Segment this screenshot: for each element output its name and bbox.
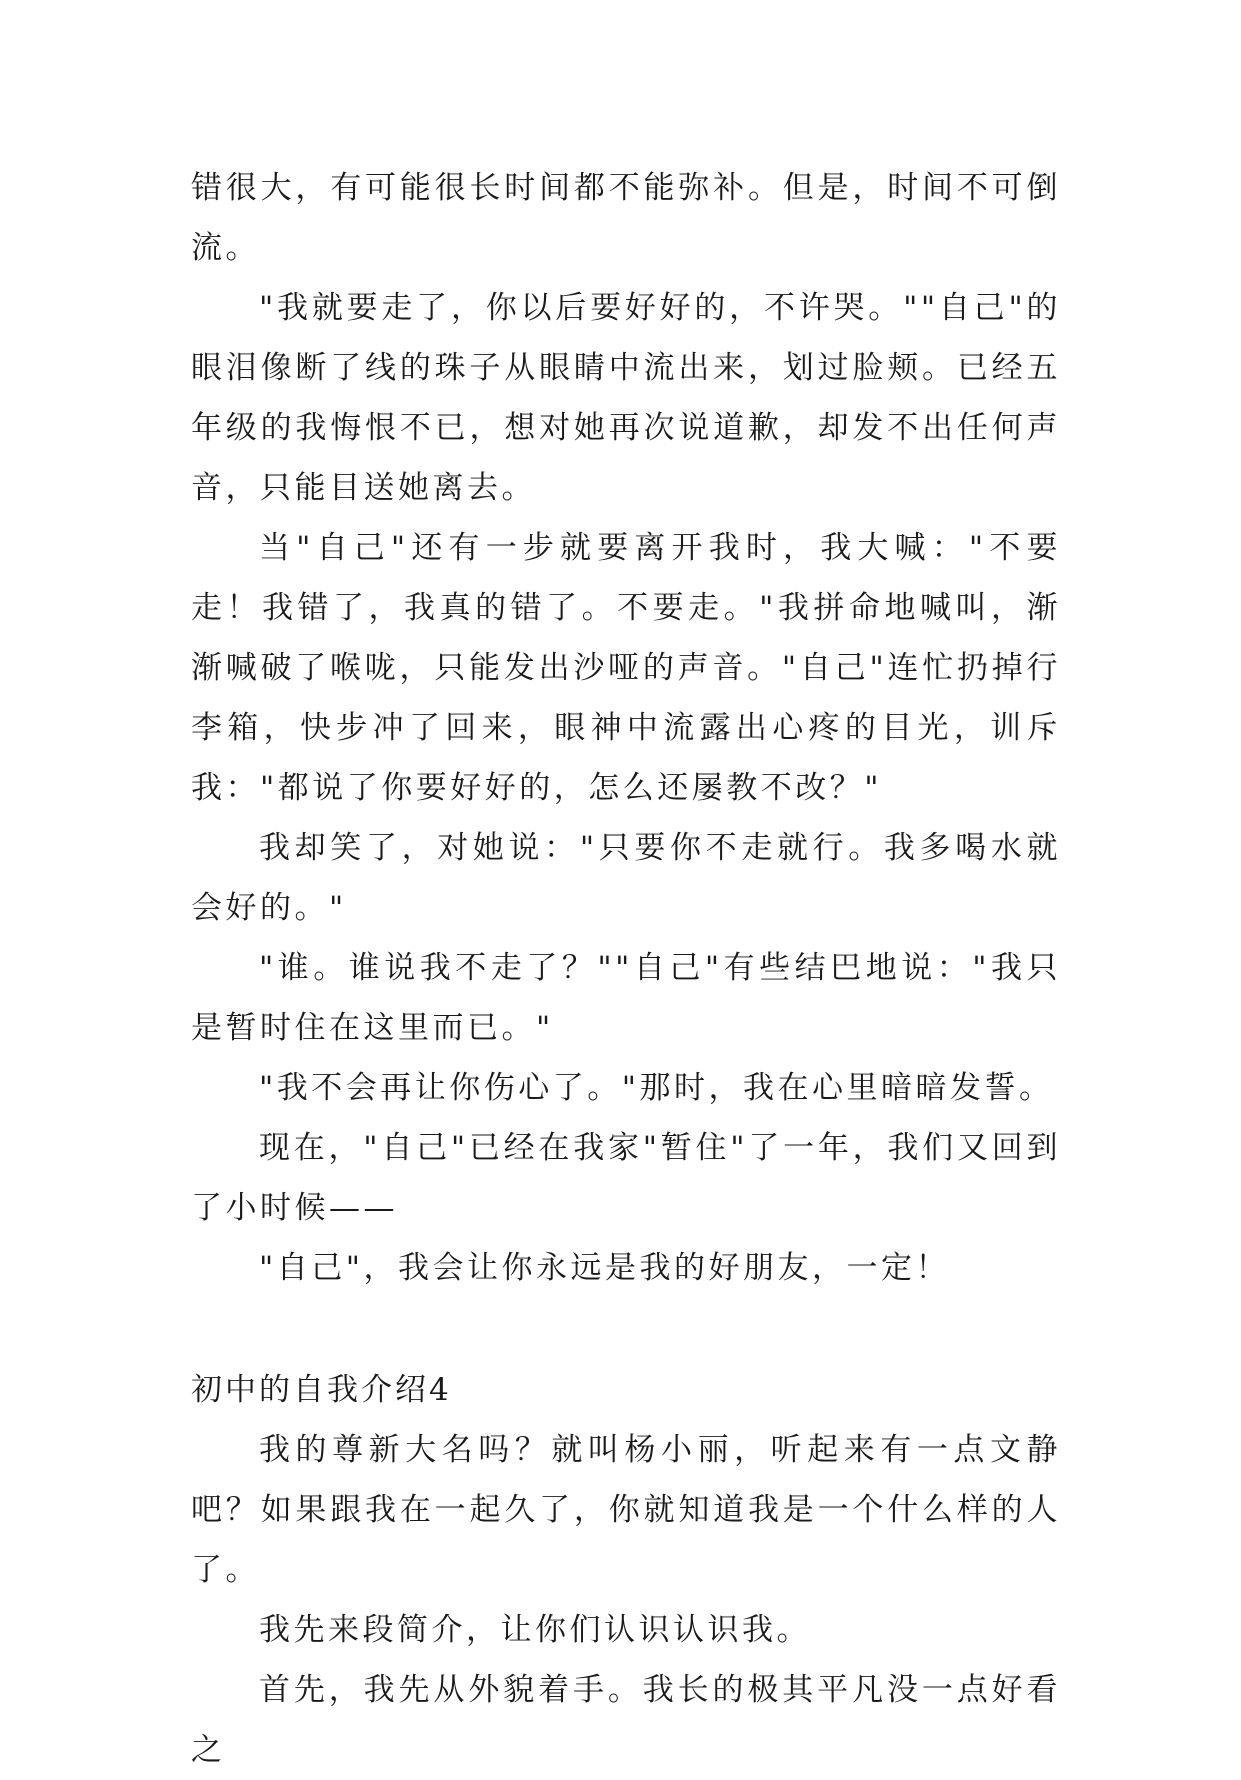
paragraph: 首先，我先从外貌着手。我长的极其平凡没一点好看之 [191,1672,1061,1768]
paragraph: "我不会再让你伤心了。"那时，我在心里暗暗发誓。 [259,1070,1054,1106]
paragraph: 当"自己"还有一步就要离开我时，我大喊："不要走！我错了，我真的错了。不要走。"我拼命地喊叫，渐渐喊破了喉咙，只能发出沙哑的声音。"自己"连忙扔掉行李箱，快步冲了回来，眼神中流露出心疼的目光，训斥我："都说了你要好好的，怎么还屡教不改？" [191,530,1061,806]
paragraph: 错很大，有可能很长时间都不能弥补。但是，时间不可倒流。 [191,170,1061,266]
paragraph: "我就要走了，你以后要好好的，不许哭。""自己"的眼泪像断了线的珠子从眼睛中流出来，划过脸颊。已经五年级的我悔恨不已，想对她再次说道歉，却发不出任何声音，只能目送她离去。 [191,290,1061,506]
paragraph: "谁。谁说我不走了？""自己"有些结巴地说："我只是暂时住在这里而已。" [191,950,1061,1046]
paragraph: "自己"，我会让你永远是我的好朋友，一定！ [259,1250,951,1286]
document-page [191,158,1061,1780]
paragraph: 我却笑了，对她说："只要你不走就行。我多喝水就会好的。" [191,830,1061,926]
section-heading: 初中的自我介绍4 [191,1372,452,1408]
paragraph: 我的尊新大名吗？就叫杨小丽，听起来有一点文静吧？如果跟我在一起久了，你就知道我是一个什么样的人了。 [191,1432,1061,1588]
paragraph: 我先来段简介，让你们认识认识我。 [259,1612,811,1648]
section-spacer [191,1298,1061,1360]
paragraph: 现在，"自己"已经在我家"暂住"了一年，我们又回到了小时候—— [191,1130,1061,1226]
